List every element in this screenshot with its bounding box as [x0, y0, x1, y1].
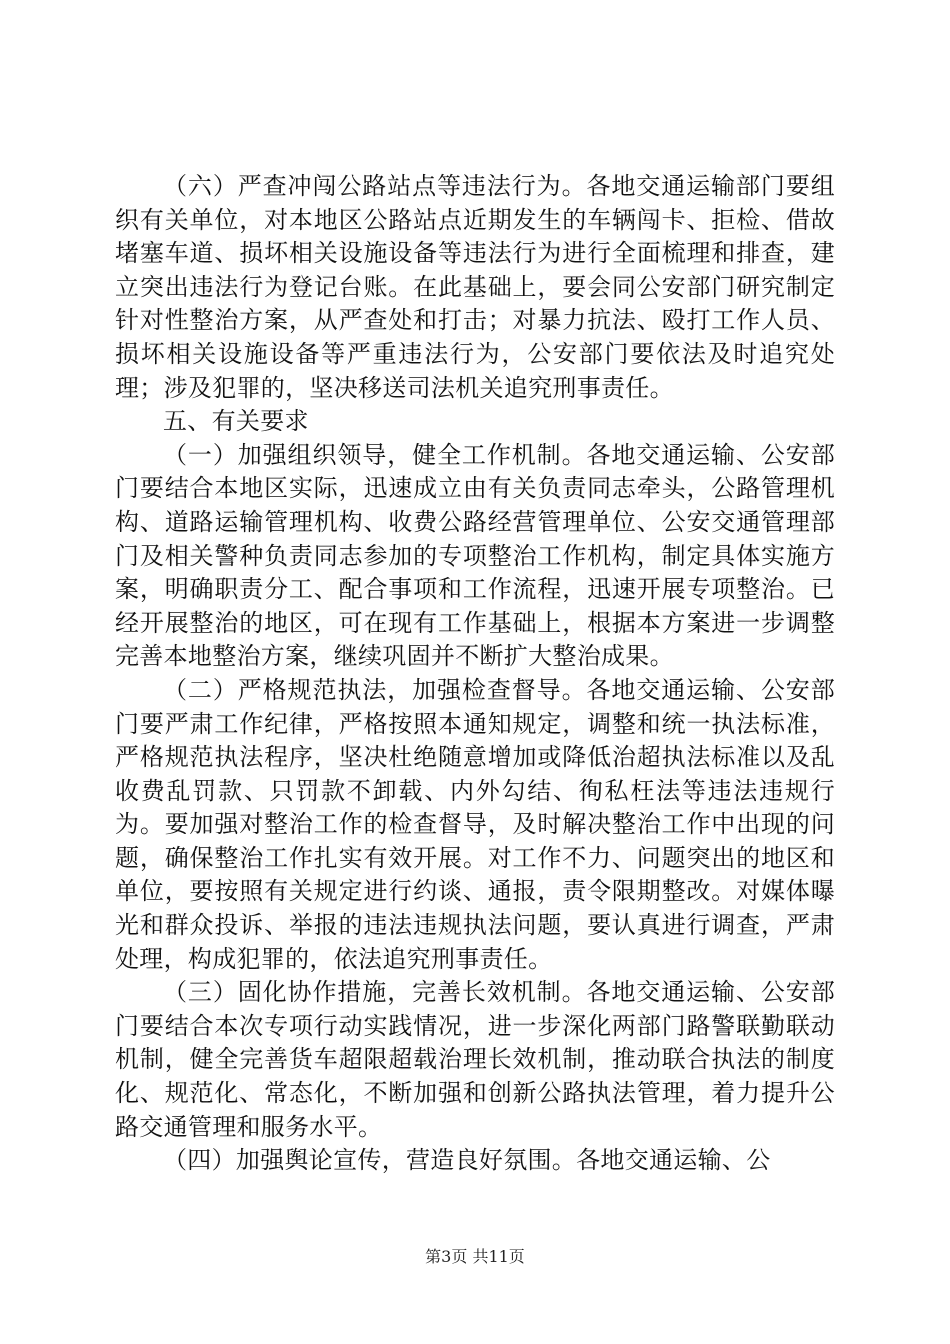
paragraph-requirement-1: （一）加强组织领导，健全工作机制。各地交通运输、公安部门要结合本地区实际，迅速成立由有关负责同志牵头，公路管理机构、道路运输管理机构、收费公路经营管理单位、公安交通管理部门及相关警种负责同志参加的专项整治工作机构，制定具体实施方案，明确职责分工、配合事项和工作流程，迅速开展专项整治。已经开展整治的地区，可在现有工作基础上，根据本方案进一步调整完善本地整治方案，继续巩固并不断扩大整治成果。	[115, 440, 835, 671]
document-body	[115, 170, 835, 1178]
paragraph-section-6: （六）严查冲闯公路站点等违法行为。各地交通运输部门要组织有关单位，对本地区公路站点近期发生的车辆闯卡、拒检、借故堵塞车道、损坏相关设施设备等违法行为进行全面梳理和排查，建立突出违法行为登记台账。在此基础上，要会同公安部门研究制定针对性整治方案，从严查处和打击；对暴力抗法、殴打工作人员、损坏相关设施设备等严重违法行为，公安部门要依法及时追究处理；涉及犯罪的，坚决移送司法机关追究刑事责任。	[115, 172, 835, 402]
paragraph-requirement-4: （四）加强舆论宣传，营造良好氛围。各地交通运输、公	[163, 1146, 771, 1175]
page-footer: 第3页 共11页	[425, 1247, 525, 1266]
paragraph-requirement-2: （二）严格规范执法，加强检查督导。各地交通运输、公安部门要严肃工作纪律，严格按照本通知规定，调整和统一执法标准，严格规范执法程序，坚决杜绝随意增加或降低治超执法标准以及乱收费乱罚款、只罚款不卸载、内外勾结、徇私枉法等违法违规行为。要加强对整治工作的检查督导，及时解决整治工作中出现的问题，确保整治工作扎实有效开展。对工作不力、问题突出的地区和单位，要按照有关规定进行约谈、通报，责令限期整改。对媒体曝光和群众投诉、举报的违法违规执法问题，要认真进行调查，严肃处理，构成犯罪的，依法追究刑事责任。	[115, 675, 835, 973]
section-heading-requirements: 五、有关要求	[163, 407, 309, 436]
paragraph-requirement-3: （三）固化协作措施，完善长效机制。各地交通运输、公安部门要结合本次专项行动实践情况，进一步深化两部门路警联勤联动机制，健全完善货车超限超载治理长效机制，推动联合执法的制度化、规范化、常态化，不断加强和创新公路执法管理，着力提升公路交通管理和服务水平。	[115, 978, 835, 1141]
